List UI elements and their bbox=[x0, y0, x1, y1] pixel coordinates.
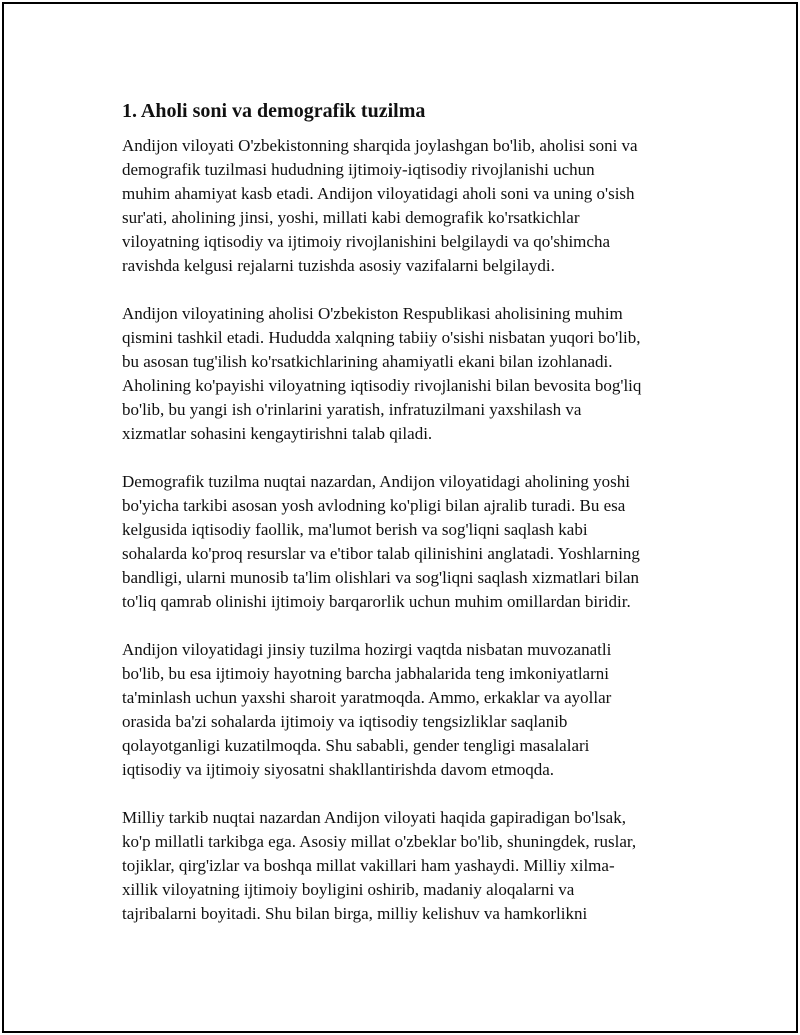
paragraph-age-structure bbox=[122, 470, 692, 614]
text-line: Aholining ko'payishi viloyatning iqtisodiy rivojlanishi bilan bevosita bog'liq bbox=[122, 376, 642, 395]
text-line: xillik viloyatning ijtimoiy boyligini oshirib, madaniy aloqalarni va bbox=[122, 880, 575, 899]
text-line: Demografik tuzilma nuqtai nazardan, Andijon viloyatidagi aholining yoshi bbox=[122, 472, 630, 491]
paragraph-population-growth bbox=[122, 302, 692, 446]
paragraph-population-intro bbox=[122, 134, 692, 278]
text-line: ta'minlash uchun yaxshi sharoit yaratmoqda. Ammo, erkaklar va ayollar bbox=[122, 688, 612, 707]
text-line: ravishda kelgusi rejalarni tuzishda asosiy vazifalarni belgilaydi. bbox=[122, 256, 555, 275]
page-frame bbox=[2, 2, 798, 1033]
text-line: demografik tuzilmasi hududning ijtimoiy-iqtisodiy rivojlanishi uchun bbox=[122, 160, 595, 179]
text-line: bu asosan tug'ilish ko'rsatkichlarining ahamiyatli ekani bilan izohlanadi. bbox=[122, 352, 613, 371]
section-heading: 1. Aholi soni va demografik tuzilma bbox=[122, 100, 426, 122]
text-line: xizmatlar sohasini kengaytirishni talab qiladi. bbox=[122, 424, 433, 443]
text-line: to'liq qamrab olinishi ijtimoiy barqarorlik uchun muhim omillardan biridir. bbox=[122, 592, 631, 611]
text-line: Andijon viloyatining aholisi O'zbekiston Respublikasi aholisining muhim bbox=[122, 304, 623, 323]
text-line: bo'lib, bu yangi ish o'rinlarini yaratish, infratuzilmani yaxshilash va bbox=[122, 400, 582, 419]
text-line: sur'ati, aholining jinsi, yoshi, millati kabi demografik ko'rsatkichlar bbox=[122, 208, 580, 227]
text-line: Andijon viloyati O'zbekistonning sharqida joylashgan bo'lib, aholisi soni va bbox=[122, 136, 638, 155]
text-line: bo'lib, bu esa ijtimoiy hayotning barcha jabhalarida teng imkoniyatlarni bbox=[122, 664, 609, 683]
text-line: Andijon viloyatidagi jinsiy tuzilma hozirgi vaqtda nisbatan muvozanatli bbox=[122, 640, 612, 659]
text-line: tojiklar, qirg'izlar va boshqa millat vakillari ham yashaydi. Milliy xilma- bbox=[122, 856, 615, 875]
text-line: bandligi, ularni munosib ta'lim olishlari va sog'liqni saqlash xizmatlari bilan bbox=[122, 568, 639, 587]
text-line: sohalarda ko'proq resurslar va e'tibor talab qilinishini anglatadi. Yoshlarning bbox=[122, 544, 640, 563]
text-line: tajribalarni boyitadi. Shu bilan birga, milliy kelishuv va hamkorlikni bbox=[122, 904, 588, 923]
text-line: viloyatning iqtisodiy va ijtimoiy rivojlanishini belgilaydi va qo'shimcha bbox=[122, 232, 610, 251]
paragraph-ethnic-structure bbox=[122, 806, 692, 926]
text-line: bo'yicha tarkibi asosan yosh avlodning ko'pligi bilan ajralib turadi. Bu esa bbox=[122, 496, 626, 515]
document-body bbox=[122, 98, 692, 950]
text-line: orasida ba'zi sohalarda ijtimoiy va iqtisodiy tengsizliklar saqlanib bbox=[122, 712, 568, 731]
paragraph-gender-structure bbox=[122, 638, 692, 782]
text-line: muhim ahamiyat kasb etadi. Andijon viloyatidagi aholi soni va uning o'sish bbox=[122, 184, 635, 203]
text-line: kelgusida iqtisodiy faollik, ma'lumot berish va sog'liqni saqlash kabi bbox=[122, 520, 588, 539]
text-line: Milliy tarkib nuqtai nazardan Andijon viloyati haqida gapiradigan bo'lsak, bbox=[122, 808, 626, 827]
text-line: iqtisodiy va ijtimoiy siyosatni shakllantirishda davom etmoqda. bbox=[122, 760, 555, 779]
text-line: ko'p millatli tarkibga ega. Asosiy millat o'zbeklar bo'lib, shuningdek, ruslar, bbox=[122, 832, 637, 851]
text-line: qolayotganligi kuzatilmoqda. Shu sababli, gender tengligi masalalari bbox=[122, 736, 590, 755]
text-line: qismini tashkil etadi. Hududda xalqning tabiiy o'sishi nisbatan yuqori bo'lib, bbox=[122, 328, 641, 347]
